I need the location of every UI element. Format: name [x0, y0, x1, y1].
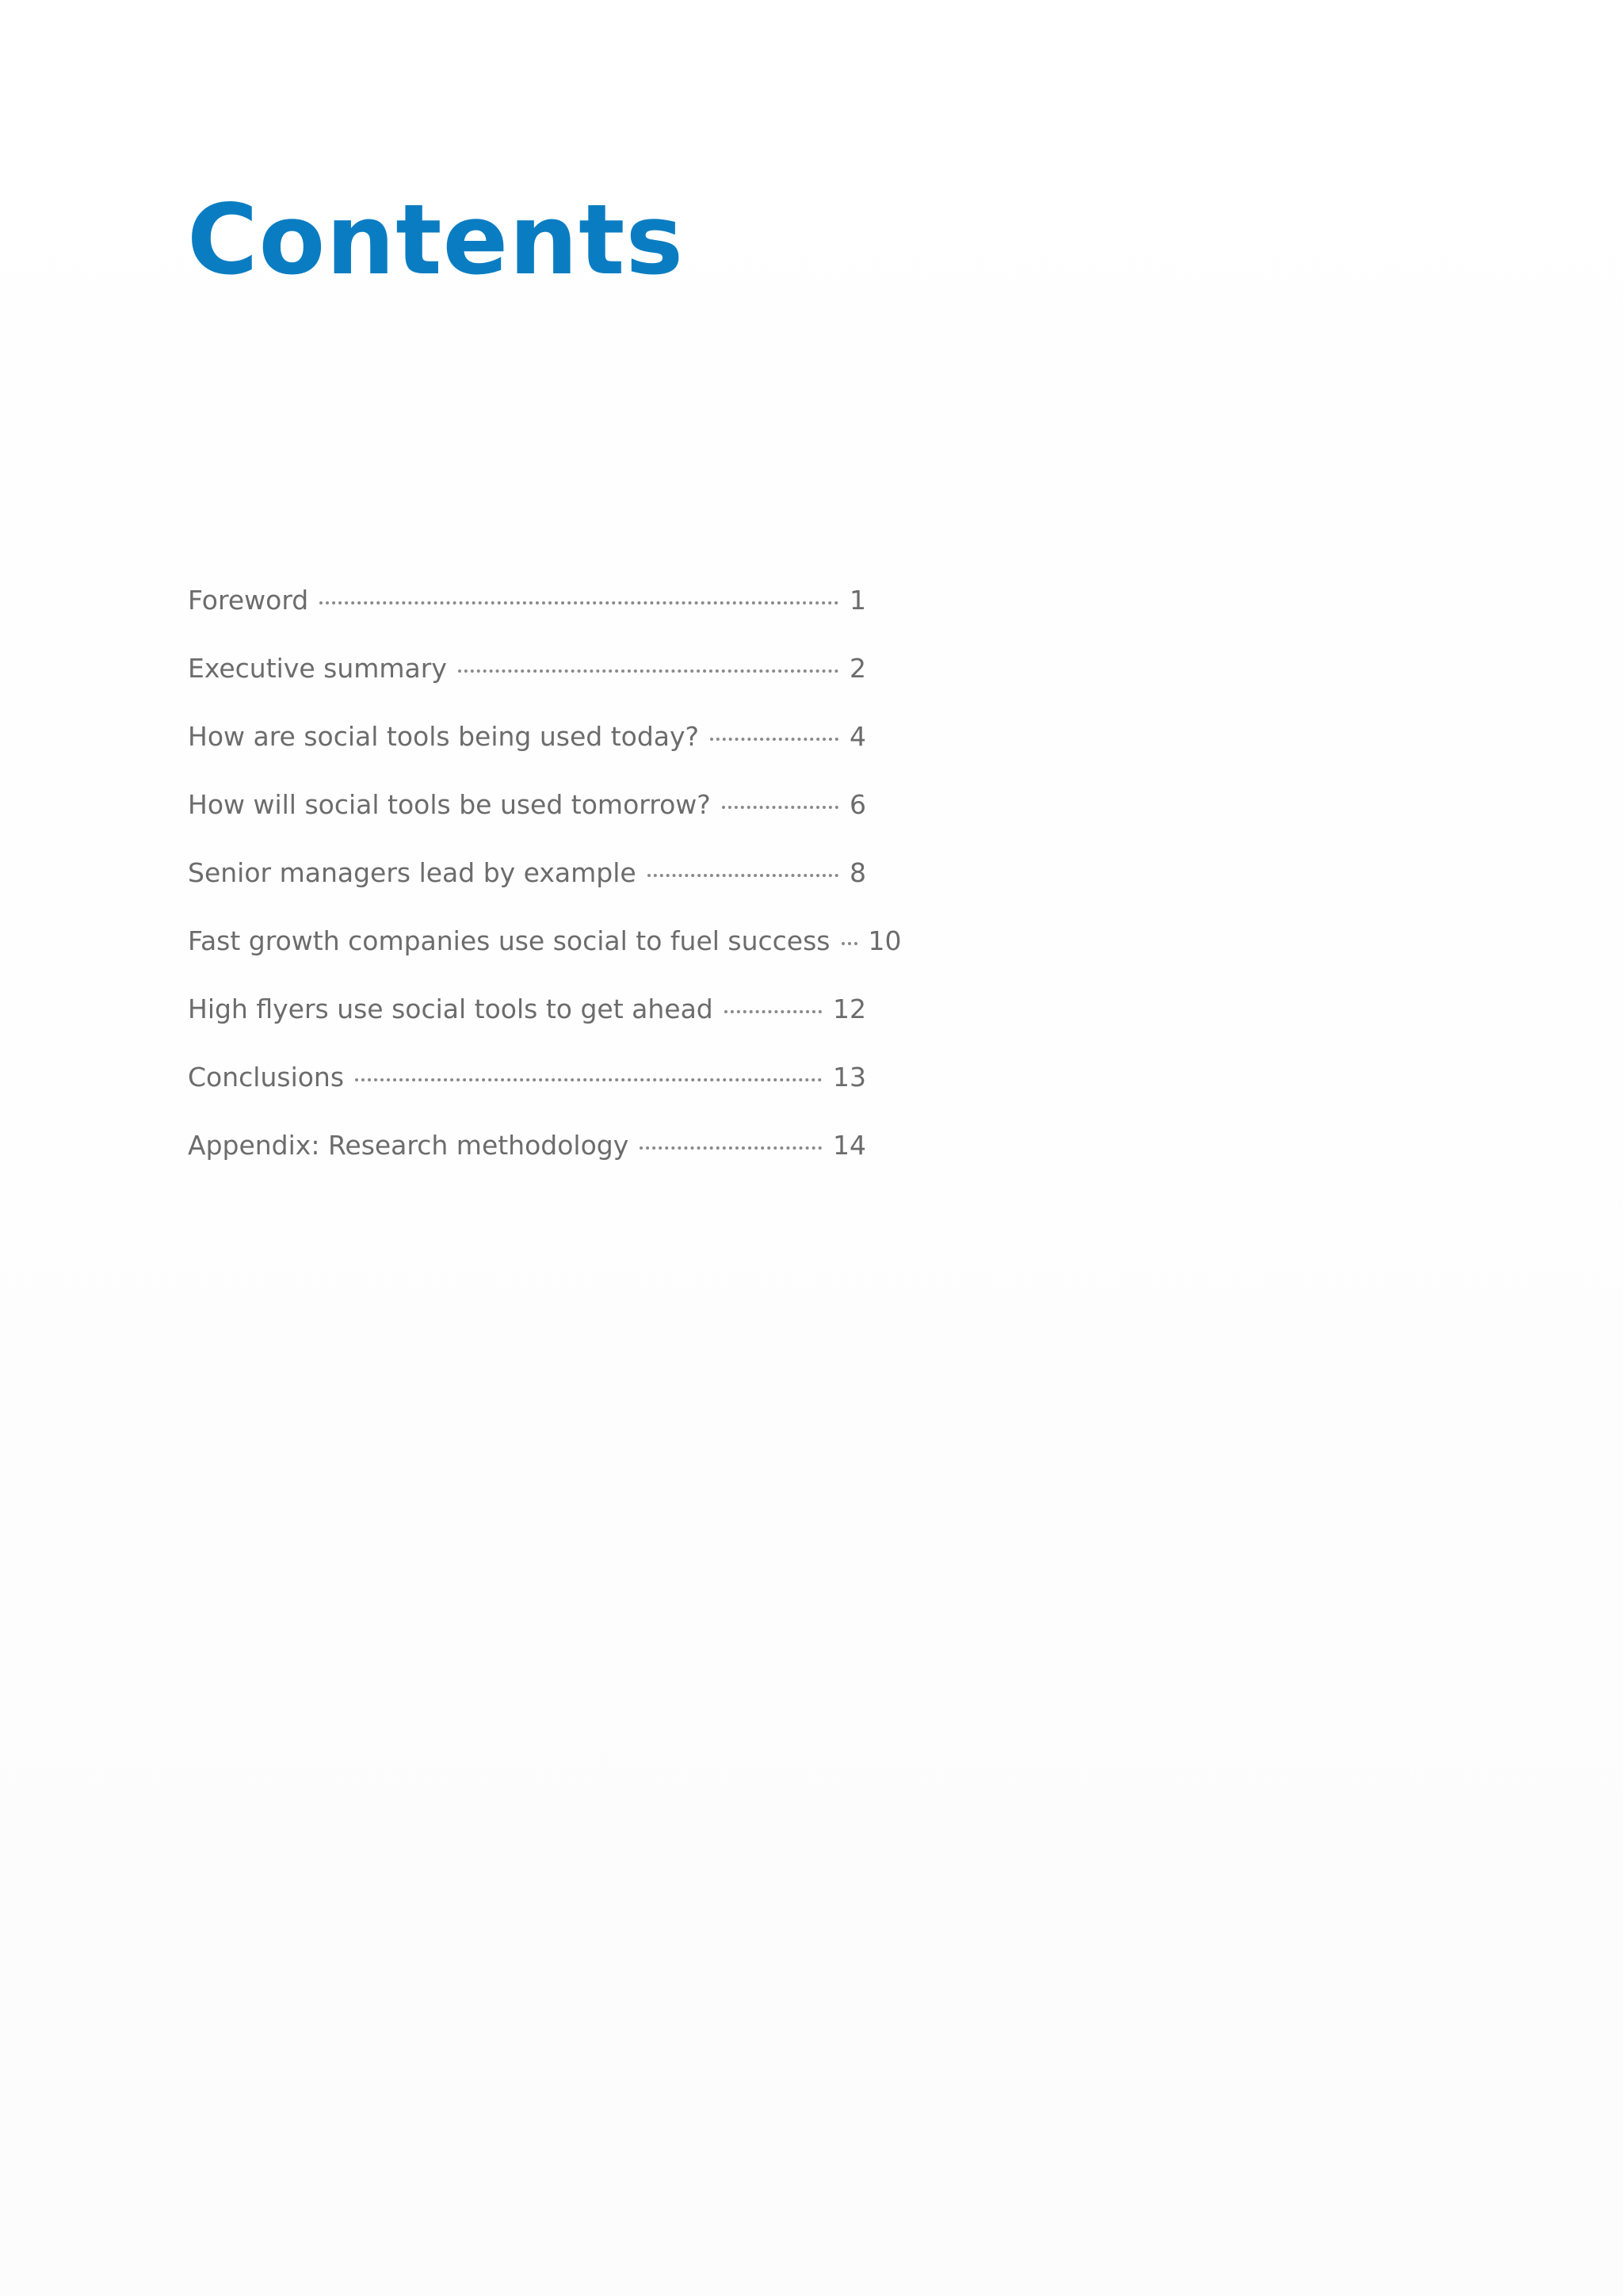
toc-entry-label: How are social tools being used today?: [188, 721, 700, 752]
toc-entry-label: High flyers use social tools to get ahead: [188, 994, 713, 1024]
toc-page-number: 13: [833, 1062, 866, 1093]
page-title: Contents: [187, 184, 685, 296]
toc-entry-fast-growth-companies[interactable]: [188, 917, 902, 986]
toc-page-number: 2: [850, 653, 866, 684]
dot-leader: [319, 601, 838, 605]
dot-leader: [355, 1078, 822, 1081]
toc-entry-senior-managers[interactable]: [188, 849, 866, 917]
toc-entry-label: Foreword: [188, 585, 309, 616]
toc-entry-label: Executive summary: [188, 653, 447, 684]
dot-leader: [842, 942, 857, 945]
toc-entry-label: How will social tools be used tomorrow?: [188, 789, 711, 820]
toc-entry-social-tools-today[interactable]: [188, 713, 866, 781]
dot-leader: [722, 806, 838, 809]
toc-entry-label: Conclusions: [188, 1062, 345, 1093]
dot-leader: [640, 1146, 822, 1150]
toc-entry-label: Fast growth companies use social to fuel success: [188, 925, 831, 956]
toc-page-number: 14: [833, 1130, 866, 1161]
dot-leader: [724, 1010, 822, 1013]
toc-entry-foreword[interactable]: [188, 577, 866, 645]
toc-entry-appendix[interactable]: [188, 1122, 866, 1190]
toc-entry-high-flyers[interactable]: [188, 986, 866, 1054]
toc-page-number: 1: [850, 585, 866, 616]
toc-entry-executive-summary[interactable]: [188, 645, 866, 713]
toc-page-number: 12: [833, 994, 866, 1024]
toc-page-number: 10: [868, 925, 902, 956]
dot-leader: [458, 669, 838, 673]
toc-page-number: 6: [850, 789, 866, 820]
toc-entry-label: Appendix: Research methodology: [188, 1130, 629, 1161]
table-of-contents: [188, 577, 902, 1190]
dot-leader: [710, 738, 838, 741]
toc-entry-conclusions[interactable]: [188, 1054, 866, 1122]
dot-leader: [647, 874, 838, 877]
toc-entry-social-tools-tomorrow[interactable]: [188, 781, 866, 849]
toc-page-number: 4: [850, 721, 866, 752]
toc-entry-label: Senior managers lead by example: [188, 857, 636, 888]
toc-page-number: 8: [850, 857, 866, 888]
